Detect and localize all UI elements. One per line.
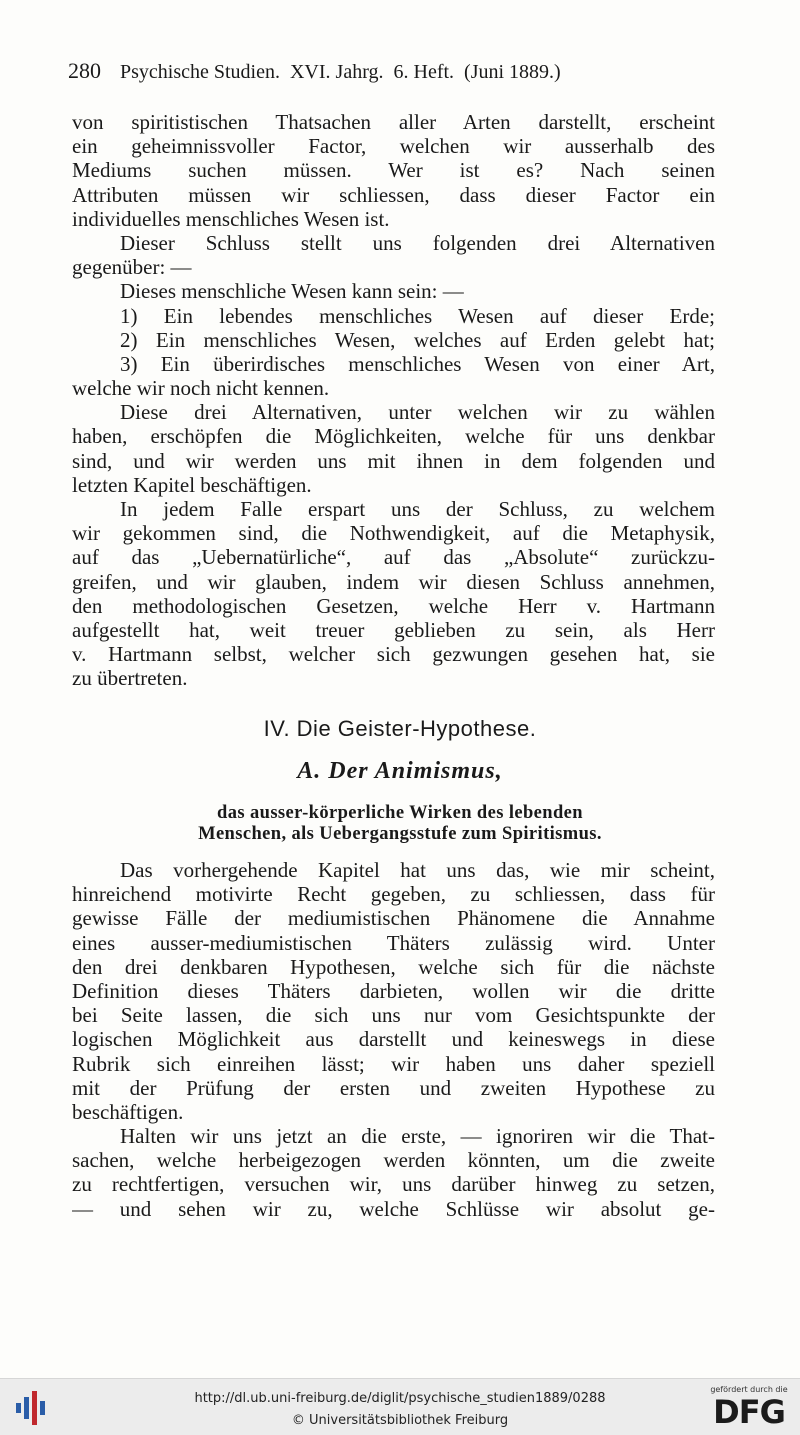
section-title: IV. Die Geister-Hypothese.	[263, 716, 537, 741]
text-line: letzten Kapitel beschäftigen.	[72, 472, 312, 497]
text-line: — und sehen wir zu, welche Schlüsse wir absolut ge-	[72, 1196, 715, 1221]
text-line: bei Seite lassen, die sich uns nur vom Gesichtspunkte der	[72, 1003, 715, 1028]
text-line: v. Hartmann selbst, welcher sich gezwungen gesehen hat, sie	[72, 642, 715, 667]
text-line: 2) Ein menschliches Wesen, welches auf Erden gelebt hat;	[120, 327, 715, 352]
text-line: Definition dieses Thäters darbieten, wollen wir die dritte	[72, 978, 715, 1003]
text-line: den drei denkbaren Hypothesen, welche sich für die nächste	[72, 954, 715, 979]
footer-copyright: © Universitätsbibliothek Freiburg	[291, 1413, 509, 1428]
text-line: haben, erschöpfen die Möglichkeiten, welche für uns denkbar	[72, 424, 715, 449]
subsection-title: A. Der Animismus,	[297, 758, 503, 784]
running-title: Psychische Studien. XVI. Jahrg. 6. Heft. (Juni 1889.)	[120, 61, 561, 83]
subsection-subtitle	[86, 803, 714, 845]
text-line: Halten wir uns jetzt an die erste, — ignoriren wir die That-	[120, 1124, 715, 1149]
text-line: mit der Prüfung der ersten und zweiten Hypothese zu	[72, 1075, 715, 1100]
text-line: Dieses menschliche Wesen kann sein: —	[120, 279, 464, 304]
text-line: 1) Ein lebendes menschliches Wesen auf dieser Erde;	[120, 303, 715, 328]
text-line: Rubrik sich einreihen lässt; wir haben uns daher speziell	[72, 1051, 715, 1076]
text-line: sind, und wir werden uns mit ihnen in dem folgenden und	[72, 448, 715, 473]
text-line: 3) Ein überirdisches menschliches Wesen von einer Art,	[120, 351, 715, 376]
text-line: Diese drei Alternativen, unter welchen wir zu wählen	[120, 400, 715, 425]
text-line: hinreichend motivirte Recht gegeben, zu schliessen, dass für	[72, 882, 715, 907]
text-line: gegenüber: —	[72, 255, 192, 280]
text-line: individuelles menschliches Wesen ist.	[72, 206, 390, 231]
text-line: logischen Möglichkeit aus darstellt und keineswegs in diese	[72, 1027, 715, 1052]
body-text-top	[72, 110, 715, 691]
text-line: den methodologischen Gesetzen, welche Herr v. Hartmann	[72, 593, 715, 618]
dfg-logo	[706, 1385, 792, 1431]
text-line: aufgestellt hat, weit treuer geblieben zu sein, als Herr	[72, 617, 715, 642]
page-number: 280	[68, 58, 101, 83]
text-line: greifen, und wir glauben, indem wir diesen Schluss annehmen,	[72, 569, 715, 594]
text-line: gewisse Fälle der mediumistischen Phänomene die Annahme	[72, 906, 715, 931]
body-text-bottom	[72, 858, 715, 1221]
dfg-logo-text: DFG	[713, 1393, 785, 1431]
text-line: welche wir noch nicht kennen.	[72, 376, 330, 401]
text-line: eines ausser-mediumistischen Thäters zulässig wird. Unter	[72, 930, 715, 955]
running-header	[68, 58, 718, 84]
text-line: beschäftigen.	[72, 1099, 184, 1124]
text-line: auf das „Uebernatürliche“, auf das „Absolute“ zurückzu-	[72, 545, 715, 570]
text-line: sachen, welche herbeigezogen werden könnten, um die zweite	[72, 1148, 715, 1173]
subtitle-line: Menschen, als Uebergangsstufe zum Spiritismus.	[198, 824, 602, 844]
footer-url[interactable]: http://dl.ub.uni-freiburg.de/diglit/psychische_studien1889/0288	[194, 1391, 606, 1406]
footer-bar	[0, 1378, 800, 1435]
text-line: Das vorhergehende Kapitel hat uns das, wie mir scheint,	[120, 858, 715, 882]
text-line: ein geheimnissvoller Factor, welchen wir ausserhalb des	[72, 134, 715, 159]
text-line: Dieser Schluss stellt uns folgenden drei Alternativen	[120, 230, 715, 255]
text-line: Attributen müssen wir schliessen, dass dieser Factor ein	[72, 182, 715, 207]
text-line: zu übertreten.	[72, 666, 188, 691]
text-line: In jedem Falle erspart uns der Schluss, zu welchem	[120, 497, 715, 521]
text-line: wir gekommen sind, die Nothwendigkeit, auf die Metaphysik,	[72, 521, 715, 546]
subtitle-line: das ausser-körperliche Wirken des lebenden	[217, 803, 583, 823]
text-line: Mediums suchen müssen. Wer ist es? Nach seinen	[72, 158, 715, 183]
text-line: zu rechtfertigen, versuchen wir, uns darüber hinweg zu setzen,	[72, 1172, 715, 1197]
text-line: von spiritistischen Thatsachen aller Arten darstellt, erscheint	[72, 110, 715, 134]
funder-caption: gefördert durch die	[710, 1385, 788, 1394]
